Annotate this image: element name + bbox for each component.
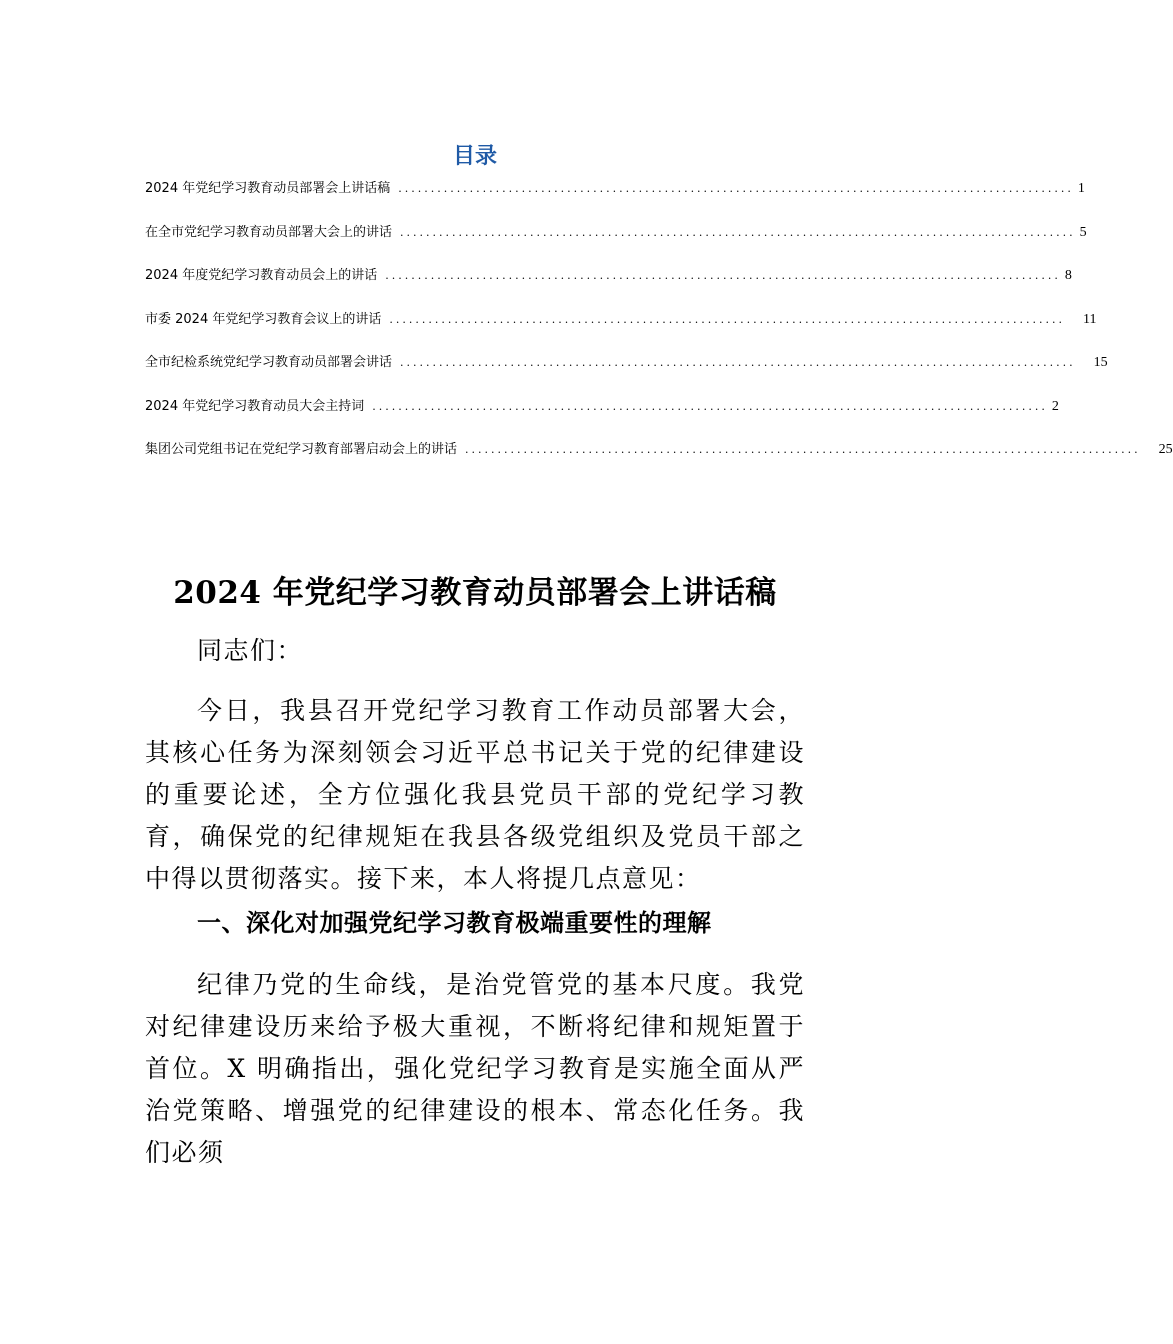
toc-leader-dots: ........................................................................................................ xyxy=(398,182,1074,195)
toc-entry-text: 在全市党纪学习教育动员部署大会上的讲话 xyxy=(145,224,393,240)
section-heading: 一、深化对加强党纪学习教育极端重要性的理解 xyxy=(197,909,712,937)
table-of-contents xyxy=(145,180,1173,485)
toc-entry-page: 15 xyxy=(1093,355,1108,370)
toc-leader-dots: ........................................................................................................ xyxy=(400,356,1076,369)
toc-entry[interactable] xyxy=(145,354,1108,398)
toc-entry[interactable] xyxy=(145,180,1085,224)
toc-leader-dots: ........................................................................................................ xyxy=(465,443,1141,456)
toc-entry-page: 25 xyxy=(1158,442,1173,457)
greeting: 同志们： xyxy=(197,636,304,665)
toc-entry-text: 2024 年党纪学习教育动员部署会上讲话稿 xyxy=(145,181,391,196)
document-title: 2024 年党纪学习教育动员部署会上讲话稿 xyxy=(173,574,777,611)
toc-entry[interactable] xyxy=(145,267,1072,311)
toc-entry-text: 市委 2024 年党纪学习教育会议上的讲话 xyxy=(145,311,382,327)
body-paragraph: 今日，我县召开党纪学习教育工作动员部署大会，其核心任务为深刻领会习近平总书记关于党的纪律建设的重要论述，全方位强化我县党员干部的党纪学习教育，确保党的纪律规矩在我县各级党组织及党员干部之中得以贯彻落实。接下来，本人将提几点意见： xyxy=(145,696,805,893)
toc-title: 目录 xyxy=(452,144,497,169)
toc-entry-page: 1 xyxy=(1077,181,1085,196)
toc-entry-page: 11 xyxy=(1083,311,1097,327)
toc-leader-dots: ........................................................................................................ xyxy=(385,269,1061,282)
body-paragraph: 纪律乃党的生命线，是治党管党的基本尺度。我党对纪律建设历来给予极大重视，不断将纪律和规矩置于首位。X 明确指出，强化党纪学习教育是实施全面从严治党策略、增强党的纪律建设的根本、常态化任务。我们必须 xyxy=(145,970,805,1167)
toc-leader-dots: ........................................................................................................ xyxy=(400,225,1076,239)
toc-entry-text: 全市纪检系统党纪学习教育动员部署会讲话 xyxy=(145,355,393,370)
toc-entry-page: 5 xyxy=(1079,224,1087,240)
toc-entry-page: 2 xyxy=(1051,398,1059,414)
toc-entry-text: 2024 年党纪学习教育动员大会主持词 xyxy=(145,398,365,414)
toc-entry-page: 8 xyxy=(1064,268,1072,283)
toc-entry[interactable] xyxy=(145,224,1087,268)
toc-entry[interactable] xyxy=(145,441,1173,485)
toc-entry-text: 集团公司党组书记在党纪学习教育部署启动会上的讲话 xyxy=(145,442,458,457)
toc-entry-text: 2024 年度党纪学习教育动员会上的讲话 xyxy=(145,268,378,283)
toc-leader-dots: ........................................................................................................ xyxy=(389,312,1066,326)
toc-entry[interactable] xyxy=(145,398,1059,442)
toc-entry[interactable] xyxy=(145,311,1097,355)
toc-leader-dots: ........................................................................................................ xyxy=(372,399,1048,413)
